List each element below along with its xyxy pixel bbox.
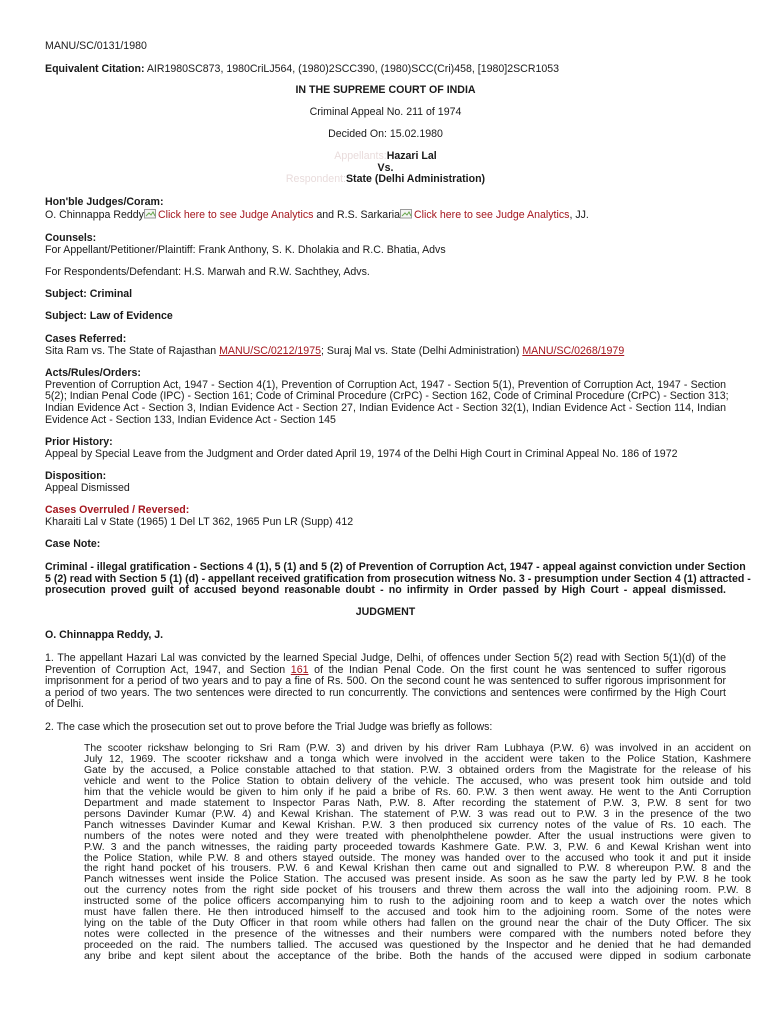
paragraph-1-line: 1. The appellant Hazari Lal was convicted by the learned Special Judge, Delhi, of offences under Section 5(2) read with Section 5(1)(d) of the	[45, 652, 726, 664]
versus: Vs.	[377, 162, 394, 174]
quote-line: vehicle and went to the Police Station to obtain delivery of the vehicle. The accused, who was present took him outside and told	[84, 775, 751, 787]
prior-history-text: Appeal by Special Leave from the Judgment and Order dated April 19, 1974 of the Delhi High Court in Criminal Appeal No. 186 of 1972	[45, 448, 678, 460]
paragraph-1-text: Prevention of Corruption Act, 1947, and Section	[45, 664, 291, 676]
equivalent-citation-label: Equivalent Citation:	[45, 63, 145, 75]
quote-line: numbers of the notes were noted and they were treated with phenolphthelene powder. After the usual instructions were given to	[84, 830, 751, 842]
quote-line: the Police Station, while P.W. 8 and others stayed outside. The money was handed over to the accused who took it and put it inside	[84, 852, 751, 864]
judges-suffix: , JJ.	[569, 209, 589, 221]
quote-line: must have fallen there. He then introduced himself to the accused and took him to the adjoining room. Some of the notes were	[84, 907, 751, 919]
quote-line: him that the vehicle would be given to him only if he paid a bribe of Rs. 60. P.W. 3 then went away. He went to the Anti Corruption	[84, 786, 751, 798]
acts-line: Prevention of Corruption Act, 1947 - Section 4(1), Prevention of Corruption Act, 1947 - Section 5(1), Prevention of Corruption Act, 1947 - Section	[45, 379, 726, 391]
subject-evidence: Subject: Law of Evidence	[45, 310, 173, 322]
quote-line: persons Davinder Kumar (P.W. 4) and Kewal Krishan. The statement of P.W. 3 was read out to P.W. 3 in the presence of the two	[84, 808, 751, 820]
counsels-heading: Counsels:	[45, 232, 97, 244]
cases-referred-line	[45, 346, 624, 357]
cases-referred-heading: Cases Referred:	[45, 333, 127, 345]
paragraph-1-text: of the Indian Penal Code. On the first count he was sentenced to suffer rigorous	[308, 664, 727, 676]
judges-line	[45, 209, 589, 221]
judge-analytics-link-1[interactable]: Click here to see Judge Analytics	[157, 209, 314, 221]
counsels-respondent: For Respondents/Defendant: H.S. Marwah and R.W. Sachthey, Advs.	[45, 266, 370, 278]
quote-line: proceeded on the raid. The numbers tallied. The accused was questioned by the Inspector and he denied that he had demanded	[84, 940, 751, 952]
quote-line: P.W. 3 and the panch witnesses, the raiding party proceeded towards Kashmere Gate. P.W. 3, P.W. 6 and Kewal Krishan went into	[84, 841, 751, 853]
quote-line: any bribe and kept silent about the acceptance of the bribe. Both the hands of the accused were dipped in sodium carbonate	[84, 951, 751, 963]
case-referred-1: Sita Ram vs. The State of Rajasthan	[45, 345, 220, 357]
cases-overruled-heading: Cases Overruled / Reversed:	[45, 504, 190, 516]
case-note-line: 5 (2) read with Section 5 (1) (d) - appellant received gratification from prosecution witness No. 3 - presumption under Section 4 (1) attracted -	[45, 573, 751, 585]
paragraph-2: 2. The case which the prosecution set out to prove before the Trial Judge was briefly as follows:	[45, 721, 493, 733]
cases-overruled-text: Kharaiti Lal v State (1965) 1 Del LT 362, 1965 Pun LR (Supp) 412	[45, 516, 354, 528]
case-note-line: Criminal - illegal gratification - Sections 4 (1), 5 (1) and 5 (2) of Prevention of Corruption Act, 1947 - appeal against conviction under Section	[45, 561, 746, 573]
paragraph-1-line: imprisonment for a period of two years and to pay a fine of Rs. 500. On the second count he was sentenced to suffer rigorous imprisonment for	[45, 675, 726, 687]
acts-line: Evidence Act - Section 133, Indian Evidence Act - Section 145	[45, 414, 336, 426]
paragraph-1-line: a period of two years. The two sentences were directed to run concurrently. The convictions and sentences were confirmed by the High Court	[45, 687, 726, 699]
decided-on: Decided On: 15.02.1980	[328, 128, 443, 140]
judges-heading: Hon'ble Judges/Coram:	[45, 196, 164, 208]
case-link-2[interactable]: MANU/SC/0268/1979	[522, 345, 625, 357]
acts-heading: Acts/Rules/Orders:	[45, 367, 141, 379]
acts-line: 5(2); Indian Penal Code (IPC) - Section 161; Code of Criminal Procedure (CrPC) - Section 162, Code of Criminal Procedure (CrPC) - Section 313;	[45, 390, 729, 402]
judgment-author: O. Chinnappa Reddy, J.	[45, 629, 164, 641]
quoted-block	[84, 744, 751, 963]
judge-name-2: and R.S. Sarkaria	[313, 209, 400, 221]
appeal-number: Criminal Appeal No. 211 of 1974	[309, 106, 462, 118]
respondent-line	[45, 174, 726, 185]
disposition-text: Appeal Dismissed	[45, 482, 130, 494]
quote-line: out the currency notes from the right side pocket of his trousers and threw them across the wall into the adjoining room. P.W. 8	[84, 885, 751, 897]
case-note-line: prosecution proved guilt of accused beyond reasonable doubt - no infirmity in Order passed by High Court - appeal dismissed.	[45, 584, 726, 596]
judge-analytics-link-2[interactable]: Click here to see Judge Analytics	[413, 209, 570, 221]
appellant-label: Appellants:	[334, 150, 387, 162]
case-referred-2: ; Suraj Mal vs. State (Delhi Administration)	[320, 345, 523, 357]
quote-line: the right hand pocket of his trousers. P.W. 6 and Kewal Krishan then came out and signalled to P.W. 8 whereupon P.W. 8 and the	[84, 863, 751, 875]
disposition-heading: Disposition:	[45, 470, 107, 482]
quote-line: Department and made statement to Inspector Paras Nath, P.W. 8. After recording the statement of P.W. 3, P.W. 8 sent for two	[84, 797, 751, 809]
equivalent-citation-value: AIR1980SC873, 1980CriLJ564, (1980)2SCC390, (1980)SCC(Cri)458, [1980]2SCR1053	[146, 63, 560, 75]
counsels-appellant: For Appellant/Petitioner/Plaintiff: Frank Anthony, S. K. Dholakia and R.C. Bhatia, Advs	[45, 244, 446, 256]
appellant-line	[45, 151, 726, 162]
quote-line: The scooter rickshaw belonging to Sri Ram (P.W. 3) and driven by his driver Ram Lubhaya (P.W. 6) was involved in an accident on	[84, 743, 751, 754]
quote-line: notes were collected in the presence of the witnesses and their numbers were compared with the numbers noted before they	[84, 929, 751, 941]
case-note-heading: Case Note:	[45, 538, 101, 550]
quote-line: July 12, 1969. The scooter rickshaw and a tonga which were involved in the accident were taken to the Police Station, Kashmere	[84, 753, 751, 765]
quote-line: lying on the table of the Duty Officer in that room while others had fallen on the ground near the chair of the Duty Officer. The six	[84, 918, 751, 930]
court-name: IN THE SUPREME COURT OF INDIA	[295, 84, 476, 96]
broken-image-icon	[400, 209, 413, 219]
quote-line: instructed some of the police officers accompanying him to rush to the adjoining room and to keep a watch over the notes which	[84, 896, 751, 908]
broken-image-icon	[144, 209, 157, 219]
judgment-heading: JUDGMENT	[355, 606, 416, 618]
judge-name-1: O. Chinnappa Reddy	[45, 209, 144, 221]
case-link-1[interactable]: MANU/SC/0212/1975	[219, 345, 321, 357]
quote-line: Gate by the accused, a Police constable attached to that station. P.W. 3 obtained orders from the Magistrate for the release of his	[84, 764, 751, 776]
ipc-section-link[interactable]: 161	[290, 664, 309, 676]
quote-line: Panch witnesses went inside the Police Station. The accused was present inside. As soon as he saw the party led by P.W. 8 he took	[84, 874, 751, 886]
equivalent-citation	[45, 64, 559, 75]
paragraph-1-line: of Delhi.	[45, 698, 84, 710]
respondent-name: State (Delhi Administration)	[345, 173, 486, 185]
manu-citation: MANU/SC/0131/1980	[45, 40, 147, 52]
appellant-name: Hazari Lal	[386, 150, 437, 162]
respondent-label: Respondent:	[285, 173, 346, 185]
prior-history-heading: Prior History:	[45, 436, 113, 448]
subject-criminal: Subject: Criminal	[45, 288, 133, 300]
acts-line: Indian Evidence Act - Section 3, Indian Evidence Act - Section 27, Indian Evidence Act - Section 32(1), Indian Evidence Act - Section 114, Indian	[45, 402, 726, 414]
quote-line: Panch witnesses Davinder Kumar and Kewal Krishan. P.W. 3 then produced six currency notes of the value of Rs. 10 each. The	[84, 819, 751, 831]
